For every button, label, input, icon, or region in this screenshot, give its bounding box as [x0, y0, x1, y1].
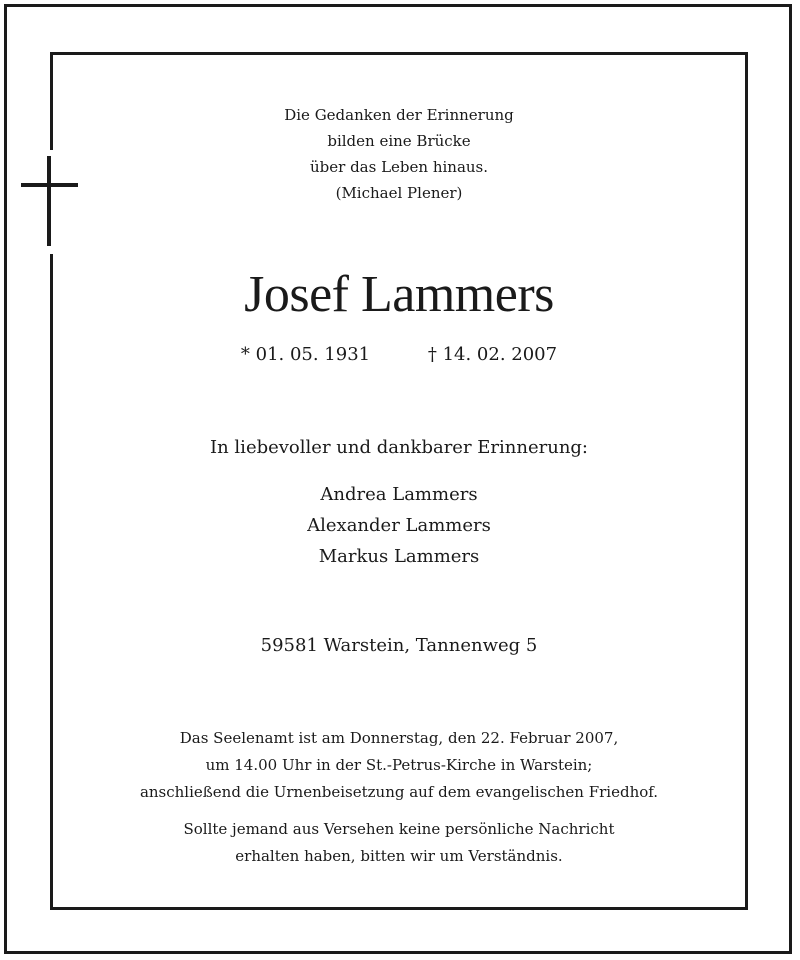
death-date: † 14. 02. 2007	[427, 344, 558, 365]
deceased-name: Josef Lammers	[244, 266, 554, 323]
quote-author: (Michael Plener)	[335, 184, 463, 202]
notice-line: Sollte jemand aus Versehen keine persönliche Nachricht	[183, 820, 615, 838]
mourner-name: Markus Lammers	[318, 546, 480, 567]
family-address: 59581 Warstein, Tannenweg 5	[260, 635, 538, 656]
mourners-list	[53, 479, 745, 572]
service-details	[53, 725, 745, 806]
memorial-quote	[53, 102, 745, 206]
remembrance-intro: In liebevoller und dankbarer Erinnerung:	[210, 437, 588, 458]
quote-line: Die Gedanken der Erinnerung	[284, 106, 514, 124]
service-line: um 14.00 Uhr in der St.-Petrus-Kirche in Warstein;	[205, 756, 593, 774]
life-dates	[53, 343, 745, 367]
birth-date: * 01. 05. 1931	[240, 344, 371, 365]
quote-line: über das Leben hinaus.	[309, 158, 489, 176]
service-line: anschließend die Urnenbeisetzung auf dem evangelischen Friedhof.	[139, 783, 659, 801]
mourner-name: Andrea Lammers	[320, 484, 478, 505]
service-line: Das Seelenamt ist am Donnerstag, den 22. Februar 2007,	[179, 729, 619, 747]
mourner-name: Alexander Lammers	[307, 515, 491, 536]
quote-line: bilden eine Brücke	[327, 132, 471, 150]
cross-vertical-bar	[47, 156, 51, 246]
notice-line: erhalten haben, bitten wir um Verständnis.	[235, 847, 563, 865]
notice-text	[53, 816, 745, 870]
